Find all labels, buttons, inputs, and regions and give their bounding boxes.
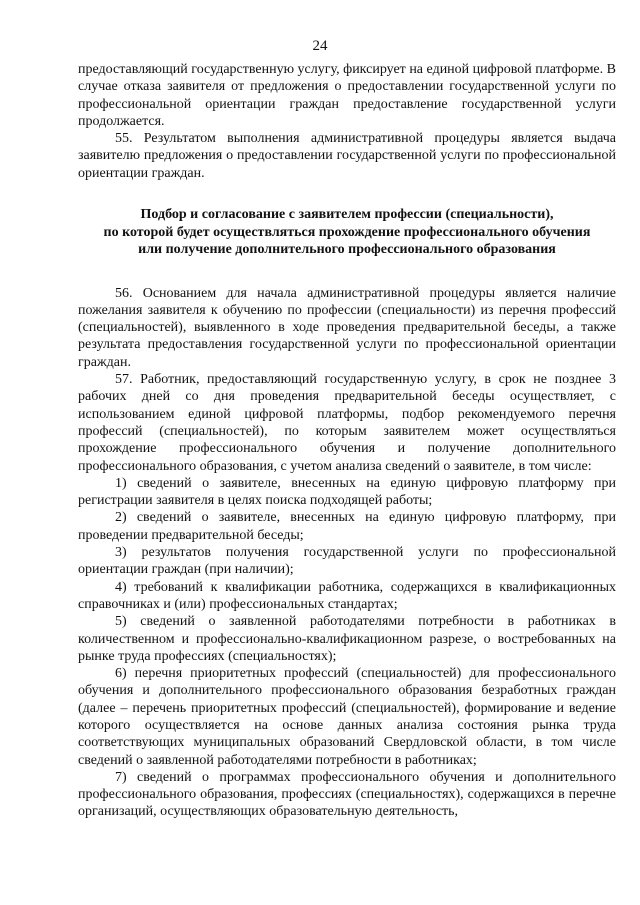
list-item-1: 1) сведений о заявителе, внесенных на единую цифровую платформу при регистрации заявителя в целях поиска подходящей работы;: [78, 475, 616, 509]
list-item-4: 4) требований к квалификации работника, содержащихся в квалификационных справочниках и (или) профессиональных стандартах;: [78, 579, 616, 612]
list-item-3: 3) результатов получения государственной услуги по профессиональной ориентации граждан (при наличии);: [78, 545, 616, 578]
paragraph-55: 55. Результатом выполнения административной процедуры является выдача заявителю предложения о предоставлении государственной услуги по профессиональной ориентации граждан.: [78, 131, 616, 181]
paragraph-continuation: предоставляющий государственную услугу, фиксирует на единой цифровой платформе. В случае отказа заявителя от предложения о предоставлении государственной услуги по профессиональной ориентации граждан предоставление государственной услуги продолжается.: [78, 62, 616, 129]
list-item-7: 7) сведений о программах профессионального обучения и дополнительного профессионального образования, профессиях (специальностях), содержащихся в перечне организаций, осуществляющих образовательную деятельность,: [78, 769, 616, 820]
section-heading-line-3: или получение дополнительного профессионального образования: [138, 242, 556, 258]
section-heading-line-1: Подбор и согласование с заявителем профессии (специальности),: [140, 207, 554, 223]
paragraph-56: 56. Основанием для начала административной процедуры является наличие пожелания заявителя к обучению по профессии (специальности) из перечня профессий (специальностей), выявленного в ходе проведения предварительной беседы, а также результата предоставления государственной услуги по профессиональной ориентации граждан.: [78, 285, 616, 370]
section-heading: [78, 206, 616, 259]
list-item-6: 6) перечня приоритетных профессий (специальностей) для профессионального обучения и дополнительного профессионального образования безработных граждан (далее – перечень приоритетных профессий (специальностей), формирование и ведение которого осуществляется на основе данных анализа состояния рынка труда соответствующих муниципальных образований Свердловской области, в том числе сведений о заявленной работодателями потребности в работниках;: [78, 666, 616, 768]
list-item-2: 2) сведений о заявителе, внесенных на единую цифровую платформу, при проведении предварительной беседы;: [78, 510, 616, 543]
section-heading-line-2: по которой будет осуществляться прохождение профессионального обучения: [103, 224, 591, 240]
document-body: [78, 61, 616, 821]
list-item-5: 5) сведений о заявленной работодателями потребности в работниках в количественном и профессионально-квалификационном разрезе, о востребованных на рынке труда профессиях (специальностях);: [78, 614, 616, 664]
page-number: 24: [312, 38, 328, 54]
paragraph-57: 57. Работник, предоставляющий государственную услугу, в срок не позднее 3 рабочих дней со дня проведения предварительной беседы осуществляет, с использованием единой цифровой платформы, подбор рекомендуемого перечня профессий (специальностей), по которым заявителем может осуществляться прохождение профессионального обучения и получение дополнительного профессионального образования, с учетом анализа сведений о заявителе, в том числе:: [78, 372, 616, 474]
